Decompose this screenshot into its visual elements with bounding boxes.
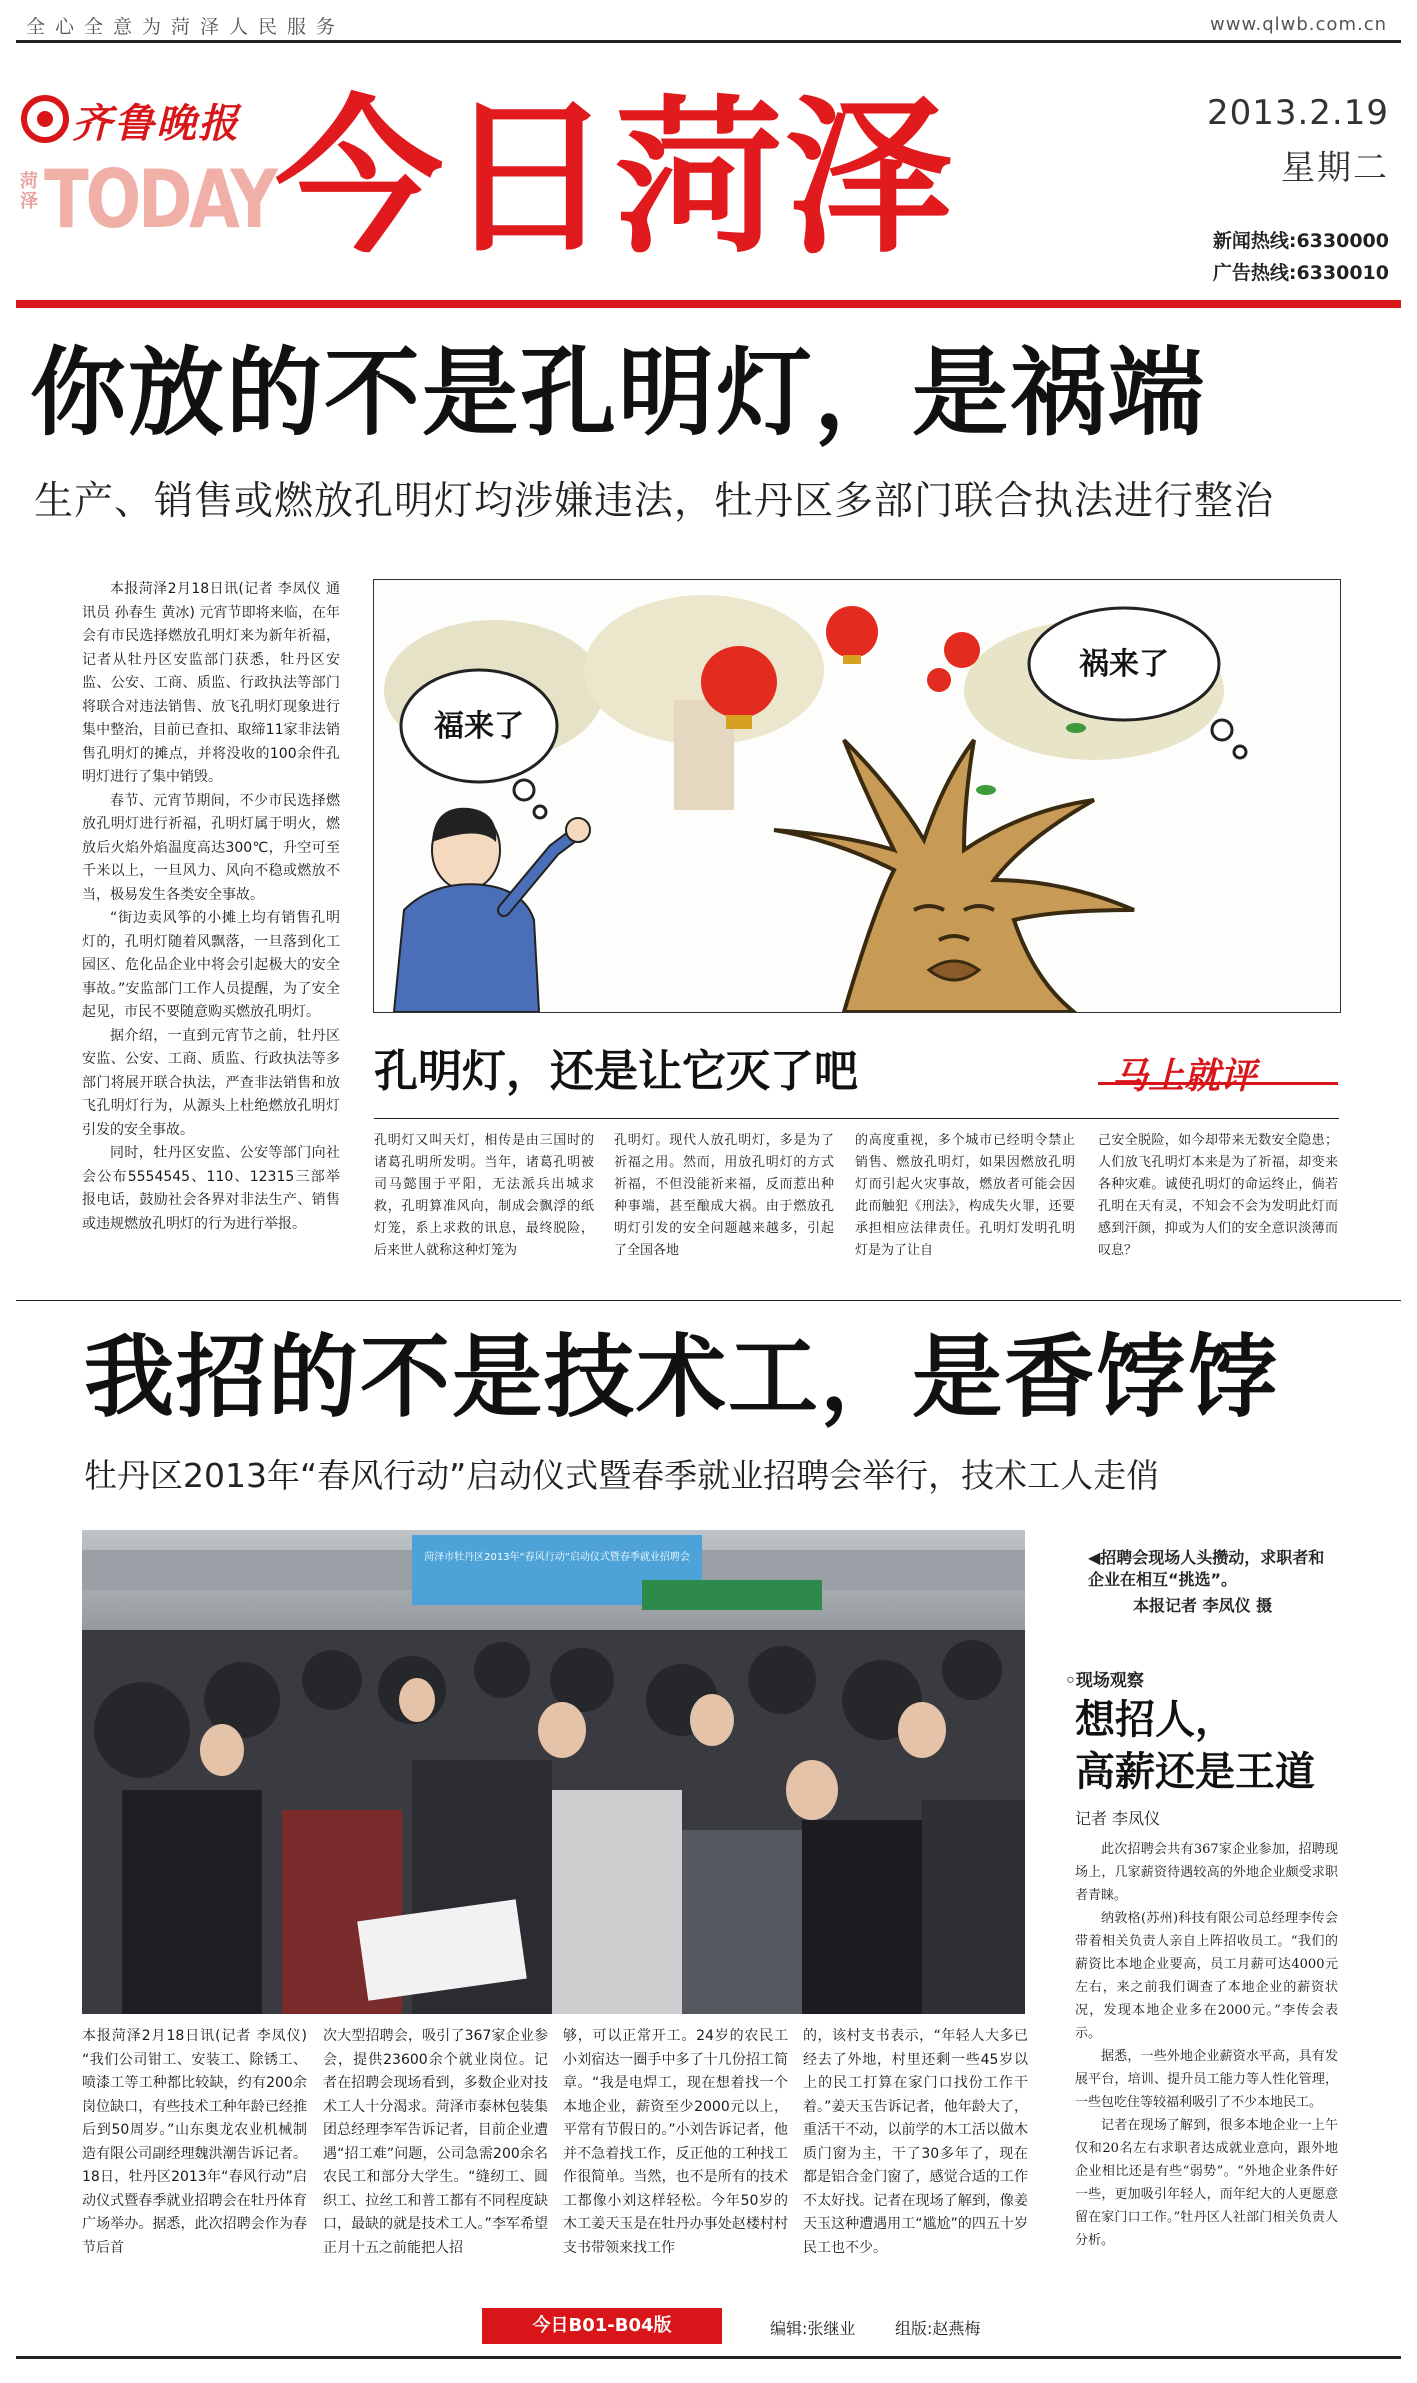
masthead-red-rule [16, 300, 1401, 308]
observation-paragraph: 据悉，一些外地企业薪资水平高，具有发展平台，培训、提升员工能力等人性化管理，一些包吃住等较福利吸引了不少本地民工。 [1075, 2049, 1338, 2110]
slogan: 全心全意为菏泽人民服务 [26, 16, 346, 38]
website[interactable]: www.qlwb.com.cn [1210, 14, 1387, 35]
page-index-text: 今日B01-B04版 [532, 2315, 672, 2336]
job-fair-photo-image [82, 1530, 1025, 2014]
top-rule [16, 40, 1401, 43]
section-divider [16, 1300, 1401, 1301]
commentary-label: 马上就评 [1112, 1055, 1257, 1097]
story2-subheadline: 牡丹区2013年“春风行动”启动仪式暨春季就业招聘会举行，技术工人走俏 [84, 1456, 1160, 1495]
commentary-headline: 孔明灯，还是让它灭了吧 [374, 1046, 858, 1097]
tree-figure [774, 723, 1134, 1012]
story2-headline: 我招的不是技术工，是香饽饽 [84, 1325, 1280, 1430]
cartoon-drawing [374, 580, 1340, 1012]
lantern-icon [944, 632, 980, 668]
commentary-col: 孔明灯。现代人放孔明灯，多是为了祈福之用。然而，用放孔明灯的方式祈福，不但没能祈来福，反而惹出种种事端，甚至酿成大祸。由于燃放孔明灯引发的安全问题越来越多，引起了全国各地 [614, 1133, 834, 1258]
observation-label-text: 现场观察 [1075, 1671, 1144, 1691]
observation-label [1065, 1666, 1144, 1691]
photo-banner-text: 菏泽市牡丹区2013年“春风行动”启动仪式暨春季就业招聘会 [424, 1552, 690, 1563]
observation-body [1075, 1838, 1338, 2288]
lantern-icon [826, 606, 878, 664]
today-vertical-label: 菏泽 [20, 171, 38, 212]
story2-col: 的，该村支书表示，“年轻人大多已经去了外地，村里还剩一些45岁以上的民工打算在家门口找份工作干着。”姜天玉告诉记者，他年龄大了，重活干不动，以前学的木工活以做木质门窗为主，干了30多年了，现在都是铝合金门窗了，感觉合适的工作不太好找。记者在现场了解到，像姜天玉这种遭遇用工“尴尬”的四五十岁民工也不少。 [803, 2028, 1028, 2256]
story1-subheadline: 生产、销售或燃放孔明灯均涉嫌违法，牡丹区多部门联合执法进行整治 [34, 479, 1275, 524]
observation-headline-1: 想招人， [1075, 1697, 1235, 1743]
story2-col: 本报菏泽2月18日讯(记者 李凤仪) “我们公司钳工、安装工、除锈工、喷漆工等工种都比较缺，约有200余岗位缺口，有些技术工种年龄已经推后到50周岁。”山东奥龙农业机械制造有限公司副经理魏洪潮告诉记者。18日，牡丹区2013年“春风行动”启动仪式暨春季就业招聘会在牡丹体育广场举办。据悉，此次招聘会作为春节后首 [82, 2028, 307, 2256]
observation-paragraph: 纳敦格(苏州)科技有限公司总经理李传会带着相关负责人亲自上阵招收员工。“我们的薪资比本地企业要高，员工月薪可达4000元左右，来之前我们调查了本地企业的薪资状况，发现本地企业多在2000元。”李传会表示。 [1075, 1911, 1338, 2041]
commentary-col: 己安全脱险，如今却带来无数安全隐患；人们放飞孔明灯本来是为了祈福，却变来各种灾难。诚使孔明灯的命运终止，倘若孔明在天有灵，不知会不会为发明此灯而感到汗颜，抑或为人们的安全意识淡薄而叹息？ [1098, 1133, 1338, 1258]
commentary-badge [1098, 1044, 1338, 1116]
issue-date: 2013.2.19 [1206, 93, 1389, 133]
commentary-col: 的高度重视，多个城市已经明令禁止销售、燃放孔明灯，如果因燃放孔明灯而引起火灾事故，燃放者可能会因此而触犯《刑法》，构成失火罪，还要承担相应法律责任。孔明灯发明孔明灯是为了让自 [855, 1133, 1075, 1258]
footer-editor: 编辑:张继业 [770, 2319, 856, 2338]
observation-paragraph: 此次招聘会共有367家企业参加，招聘现场上，几家薪资待遇较高的外地企业颇受求职者青睐。 [1075, 1842, 1338, 1903]
paper-name: 齐鲁晚报 [72, 100, 240, 147]
paper-logo [20, 90, 270, 150]
footer-designer: 组版:赵燕梅 [895, 2319, 981, 2338]
man-figure [394, 808, 590, 1012]
observation-byline: 记者 李凤仪 [1075, 1809, 1161, 1828]
story1-body [82, 578, 340, 1278]
observation-headline-2: 高薪还是王道 [1075, 1749, 1315, 1795]
page-index-badge[interactable] [482, 2308, 722, 2344]
lantern-icon [927, 668, 951, 692]
bubble-right-text: 祸来了 [1079, 647, 1169, 682]
story1-paragraph: 春节、元宵节期间，不少市民选择燃放孔明灯进行祈福，孔明灯属于明火，燃放后火焰外焰温度高达300℃，升空可至千米以上，一旦风力、风向不稳或燃放不当，极易发生各类安全事故。 [82, 792, 340, 903]
commentary-rule [374, 1118, 1339, 1119]
news-hotline: 新闻热线:6330000 [1212, 230, 1389, 252]
cartoon-illustration [373, 579, 1341, 1013]
job-fair-photo [82, 1530, 1025, 2014]
ad-hotline: 广告热线:6330010 [1212, 262, 1389, 284]
footer-rule [16, 2356, 1401, 2359]
commentary-col: 孔明灯又叫天灯，相传是由三国时的诸葛孔明所发明。当年，诸葛孔明被司马懿围于平阳，无法派兵出城求救，孔明算准风向，制成会飘浮的纸灯笼，系上求救的讯息，最终脱险，后来世人就称这种灯笼为 [374, 1133, 594, 1258]
issue-weekday: 星期二 [1281, 148, 1389, 188]
photo-credit: 本报记者 李凤仪 摄 [1133, 1596, 1273, 1615]
story1-paragraph: 本报菏泽2月18日讯(记者 李凤仪 通讯员 孙春生 黄冰) 元宵节即将来临，在年会有市民选择燃放孔明灯来为新年祈福，记者从牡丹区安监部门获悉，牡丹区安监、公安、工商、质监、行政执法等部门将联合对违法销售、放飞孔明灯现象进行集中整治，目前已查扣、取缔11家非法销售孔明灯的摊点，并将没收的100余件孔明灯进行了集中销毁。 [82, 581, 340, 785]
photo-caption: ◀招聘会现场人头攒动，求职者和企业在相互“挑选”。 [1088, 1548, 1325, 1589]
paper-logo-icon [20, 94, 70, 144]
story1-paragraph: 同时，牡丹区安监、公安等部门向社会公布5554545、110、12315三部举报电话，鼓励社会各界对非法生产、销售或违规燃放孔明灯的行为进行举报。 [82, 1145, 340, 1232]
today-logo: TODAY [44, 153, 275, 246]
story2-col: 次大型招聘会，吸引了367家企业参会，提供23600余个就业岗位。记者在招聘会现场看到，多数企业对技术工人十分渴求。菏泽市泰林包装集团总经理李军告诉记者，目前企业遭遇“招工难”问题，公司急需200余名农民工和部分大学生。“缝纫工、圆织工、拉丝工和普工都有不同程度缺口，最缺的就是技术工人。”李军希望正月十五之前能把人招 [323, 2028, 548, 2256]
bubble-left-text: 福来了 [434, 709, 524, 744]
story2-col: 够，可以正常开工。24岁的农民工小刘宿达一圈手中多了十几份招工简章。“我是电焊工，现在想着找一个本地企业，薪资至少2000元以上，平常有节假日的。”小刘告诉记者，他并不急着找工作，反正他的工种找工作很简单。当然，也不是所有的技术工都像小刘这样轻松。今年50岁的木工姜天玉是在牡丹办事处赵楼村村支书带领来找工作 [563, 2028, 788, 2256]
story1-headline: 你放的不是孔明灯，是祸端 [30, 337, 1206, 449]
observation-bullet-icon: ◦ [1065, 1671, 1076, 1691]
masthead-title: 今日菏泽 [275, 80, 955, 276]
observation-paragraph: 记者在现场了解到，很多本地企业一上午仅和20名左右求职者达成就业意向，跟外地企业相比还是有些“弱势”。“外地企业条件好一些，更加吸引年轻人，而年纪大的人更愿意留在家门口工作。”牡丹区人社部门相关负责人分析。 [1075, 2118, 1338, 2248]
story1-paragraph: “街边卖风筝的小摊上均有销售孔明灯的，孔明灯随着风飘落，一旦落到化工园区、危化品企业中将会引起极大的安全事故。”安监部门工作人员提醒，为了安全起见，市民不要随意购买燃放孔明灯。 [82, 910, 340, 1020]
story1-paragraph: 据介绍，一直到元宵节之前，牡丹区安监、公安、工商、质监、行政执法等多部门将展开联合执法，严查非法销售和放飞孔明灯行为，从源头上杜绝燃放孔明灯引发的安全事故。 [82, 1027, 340, 1138]
